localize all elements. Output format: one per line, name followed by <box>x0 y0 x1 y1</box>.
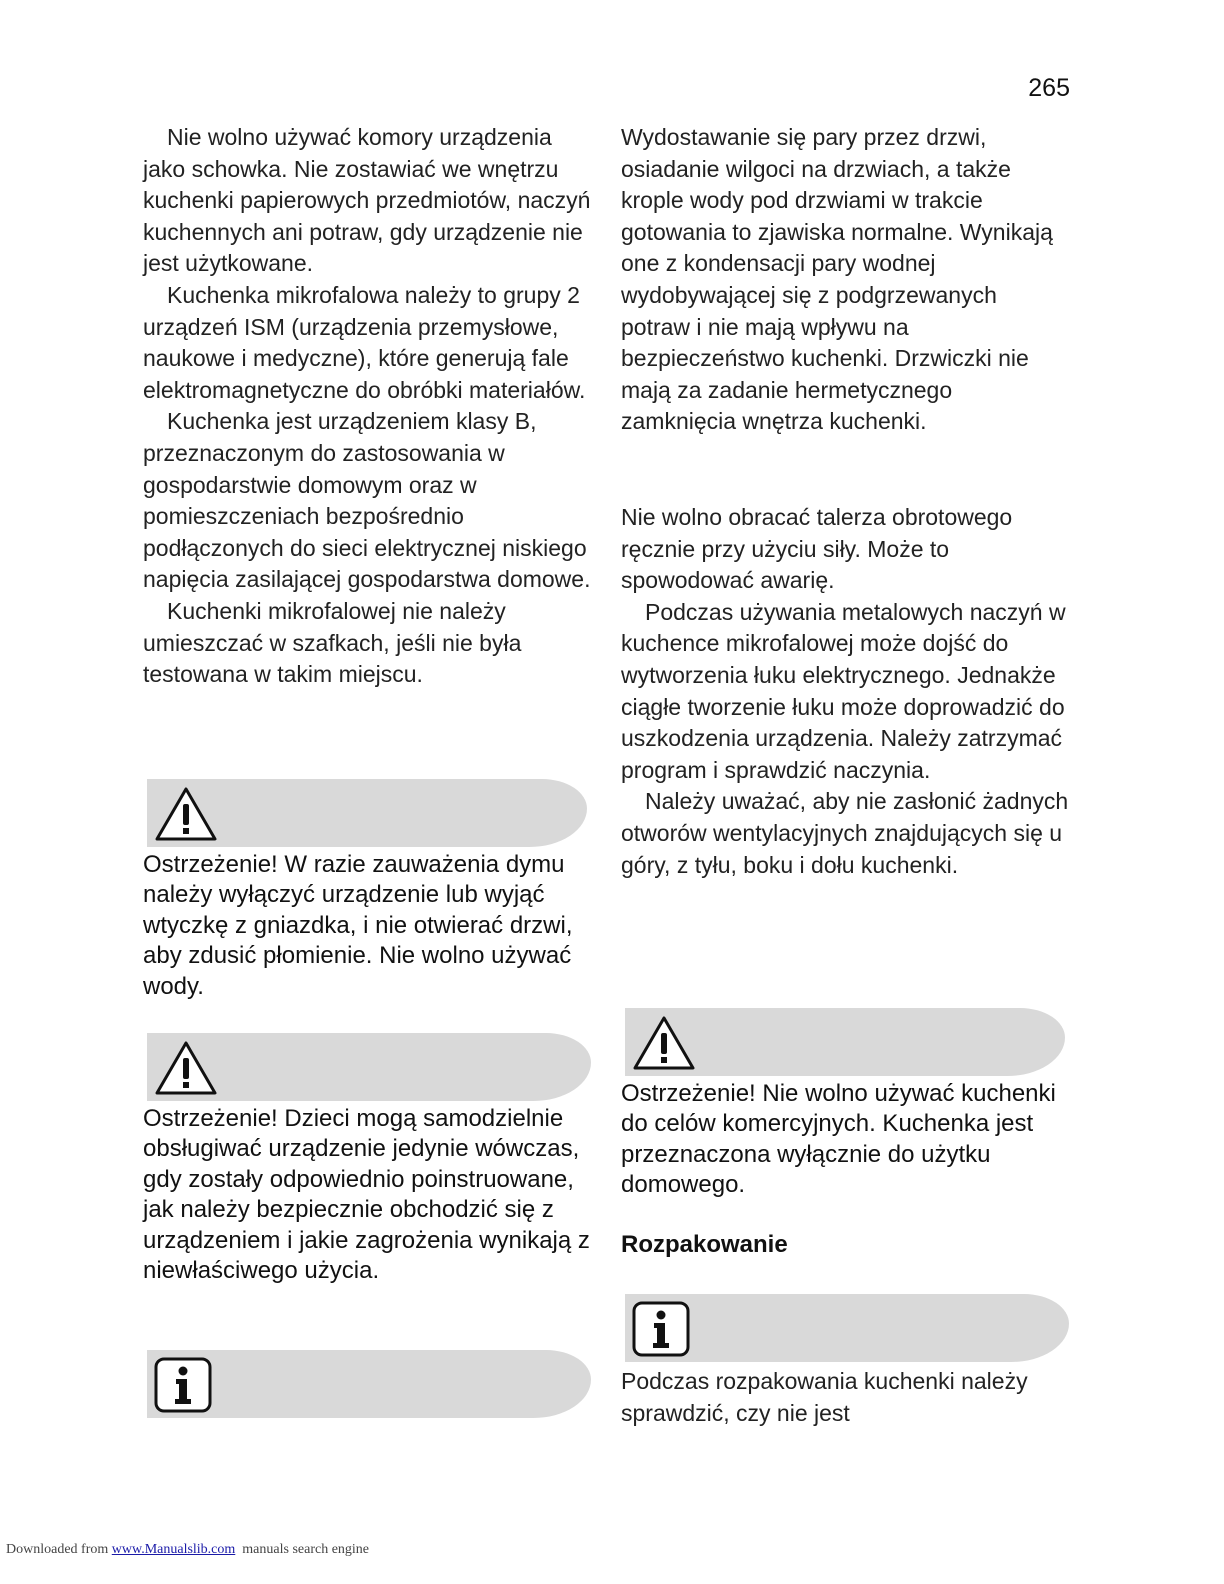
warning-3-block <box>621 1079 1071 1201</box>
download-footer <box>6 1542 369 1558</box>
warning-text-smoke: Ostrzeżenie! W razie zauważenia dymu należy wyłączyć urządzenie lub wyjąć wtyczkę z gniazdka, i nie otwierać drzwi, aby zdusić płomienie. Nie wolno używać wody. <box>143 851 573 1000</box>
warning-triangle-icon <box>153 785 219 843</box>
paragraph-metal-arc: Podczas używania metalowych naczyń w kuchence mikrofalowej może dojść do wytworzenia łuku elektrycznego. Jednakże ciągłe tworzenie łuku może doprowadzić do uszkodzenia urządzenia. Należy zatrzymać program i sprawdzić naczynia. <box>621 598 1066 783</box>
section-heading-block <box>621 1230 1071 1260</box>
warning-2-block <box>143 1104 593 1286</box>
paragraph-steam: Wydostawanie się pary przez drzwi, osiadanie wilgoci na drzwiach, a także krople wody pod drzwiami w trakcie gotowania to zjawiska normalne. Wynikają one z kondensacji pary wodnej wydobywającej się z podgrzewanych potraw i nie mają wpływu na bezpieczeństwo kuchenki. Drzwiczki nie mają za zadanie hermetycznego zamknięcia wnętrza kuchenki. <box>621 124 1053 435</box>
info-banner-2 <box>625 1294 1069 1362</box>
footer-prefix: Downloaded from <box>6 1542 112 1557</box>
paragraph-ism-group: Kuchenka mikrofalowa należy to grupy 2 urządzeń ISM (urządzenia przemysłowe, naukowe i medyczne), które generują fale elektromagnetyczne do obróbki materiałów. <box>143 281 586 403</box>
warning-text-commercial: Ostrzeżenie! Nie wolno używać kuchenki do celów komercyjnych. Kuchenka jest przeznaczona wyłącznie do użytku domowego. <box>621 1080 1056 1199</box>
warning-banner-2 <box>147 1033 591 1101</box>
right-column-top <box>621 122 1071 438</box>
page-number: 265 <box>1028 74 1070 102</box>
warning-banner-3 <box>625 1008 1065 1076</box>
right-column-middle <box>621 502 1071 881</box>
paragraph-unpacking: Podczas rozpakowania kuchenki należy sprawdzić, czy nie jest <box>621 1368 1028 1426</box>
info-icon <box>631 1300 691 1358</box>
footer-suffix: manuals search engine <box>235 1542 370 1557</box>
section-heading-unpacking: Rozpakowanie <box>621 1231 788 1258</box>
paragraph-class-b: Kuchenka jest urządzeniem klasy B, przeznaczonym do zastosowania w gospodarstwie domowym oraz w pomieszczeniach bezpośrednio podłączonych do sieci elektrycznej niskiego napięcia zasilającej gospodarstwa domowe. <box>143 408 591 593</box>
paragraph-turntable: Nie wolno obracać talerza obrotowego ręcznie przy użyciu siły. Może to spowodować awarię. <box>621 504 1013 594</box>
warning-triangle-icon <box>631 1014 697 1072</box>
info-banner-1 <box>147 1350 591 1418</box>
paragraph-storage: Nie wolno używać komory urządzenia jako schowka. Nie zostawiać we wnętrzu kuchenki papierowych przedmiotów, naczyń kuchennych ani potraw, gdy urządzenie nie jest użytkowane. <box>143 124 591 277</box>
paragraph-cabinet: Kuchenki mikrofalowej nie należy umieszczać w szafkach, jeśli nie była testowana w takim miejscu. <box>143 597 522 688</box>
warning-text-children: Ostrzeżenie! Dzieci mogą samodzielnie obsługiwać urządzenie jedynie wówczas, gdy zostały odpowiednio poinstruowane, jak należy bezpiecznie obchodzić się z urządzeniem i jakie zagrożenia wynikają z niewłaściwego użycia. <box>143 1105 590 1285</box>
info-icon <box>153 1356 213 1414</box>
left-column <box>143 122 593 691</box>
warning-1-block <box>143 850 593 1002</box>
warning-banner-1 <box>147 779 587 847</box>
paragraph-ventilation: Należy uważać, aby nie zasłonić żadnych otworów wentylacyjnych znajdujących się u góry, z tyłu, boku i dołu kuchenki. <box>621 788 1069 878</box>
manualslib-link[interactable]: www.Manualslib.com <box>111 1542 236 1557</box>
warning-triangle-icon <box>153 1039 219 1097</box>
info-text-block <box>621 1366 1071 1429</box>
